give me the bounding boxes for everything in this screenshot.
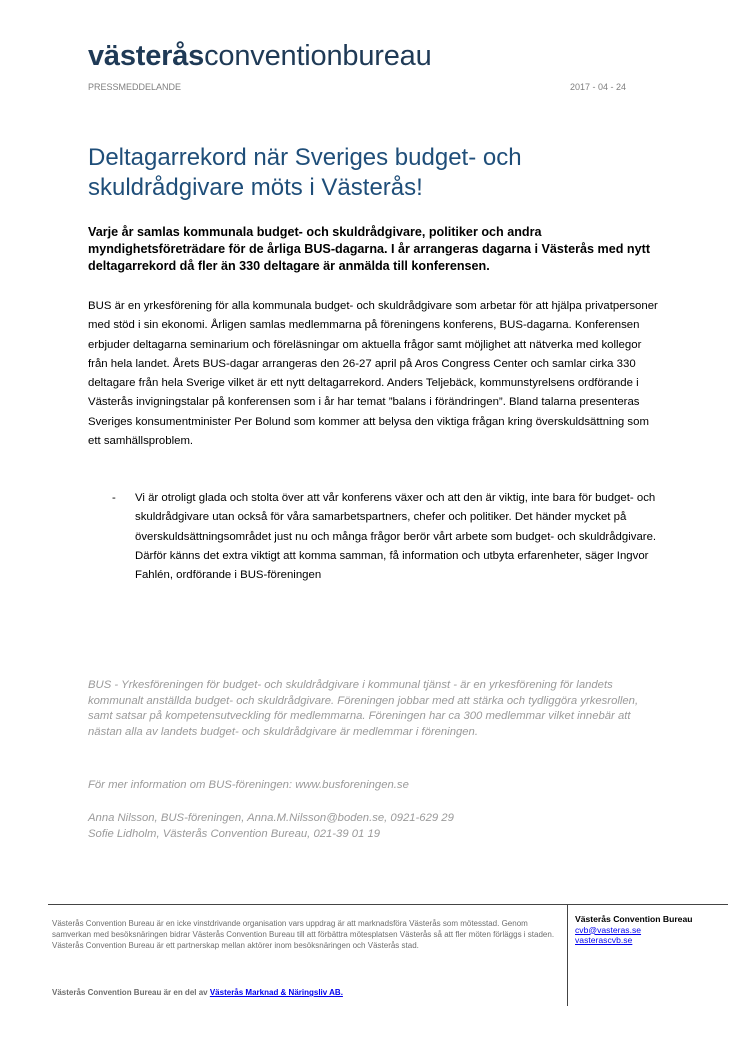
footer-divider (567, 905, 568, 1006)
contact-item: Anna Nilsson, BUS-föreningen, Anna.M.Nilsson@boden.se, 0921-629 29 (88, 812, 454, 824)
logo-bold-text: västerås (88, 40, 205, 72)
contact-item: Sofie Lidholm, Västerås Convention Bureau, 021-39 01 19 (88, 827, 381, 840)
footer-contact (575, 914, 735, 946)
contact-list (88, 811, 648, 842)
document-type: PRESSMEDDELANDE (88, 82, 182, 92)
footer-part-of (52, 987, 560, 998)
page-title: Deltagarrekord när Sveriges budget- och skuldrådgivare möts i Västerås! (88, 144, 522, 201)
footer-part-of-prefix: Västerås Convention Bureau är en del av (52, 988, 210, 997)
footer-email-link[interactable]: cvb@vasteras.se (575, 924, 642, 935)
footer-parent-company-link[interactable]: Västerås Marknad & Näringsliv AB. (209, 988, 343, 997)
document-date: 2017 - 04 - 24 (570, 82, 627, 92)
body-paragraph: BUS är en yrkesförening för alla kommunala budget- och skuldrådgivare som arbetar för att hjälpa privatpersoner med stöd i sin ekonomi. Årligen samlas medlemmarna på föreningens konferens, BUS-dagarna. Konferensen erbjuder deltagarna seminarium och föreläsningar om aktuella frågor samt möjlighet att nätverka med kollegor från hela landet. Årets BUS-dagar arrangeras den 26-27 april på Aros Congress Center och samlar cirka 330 deltagare från hela Sverige vilket är ett nytt deltagarrekord. Anders Teljebäck, kommunstyrelsens ordförande i Västerås invigningstalar på konferensen som i år har temat ”balans i förändringen”. Bland talarna presenteras Sveriges konsumentminister Per Bolund som kommer att belysa den viktiga frågan kring överskuldsättning som ett samhällsproblem. (88, 300, 658, 448)
footer-website-link[interactable]: vasterascvb.se (575, 935, 633, 946)
lead-paragraph: Varje år samlas kommunala budget- och skuldrådgivare, politiker och andra myndighetsföreträdare för de årliga BUS-dagarna. I år arrangeras dagarna i Västerås med nytt deltagarrekord då fler än 330 deltagare är anmälda till konferensen. (88, 225, 651, 273)
more-info-line: För mer information om BUS-föreningen: www.busforeningen.se (88, 779, 409, 791)
about-bus-paragraph: BUS - Yrkesföreningen för budget- och skuldrådgivare i kommunal tjänst - är en yrkesförening för landets kommunalt anställda budget- och skuldrådgivare. Föreningen jobbar med att stärka och tydliggöra yrkesrollen, samt satsar på kompetensutveckling för medlemmarna. Föreningen har ca 300 medlemmar vilket innebär att nästan alla av landets budget- och skuldrådgivare är medlemmar i föreningen. (88, 679, 639, 738)
footer-org-name: Västerås Convention Bureau (575, 914, 693, 924)
logo (88, 40, 432, 73)
logo-rest-text: conventionbureau (204, 40, 432, 72)
quote-dash: - (112, 492, 116, 504)
quote-text: Vi är otroligt glada och stolta över att vår konferens växer och att den är viktig, inte bara för budget- och skuldrådgivare utan också för våra samarbetspartners, chefer och politiker. Det händer mycket på överskuldsättningsområdet just nu och många frågor berör vårt arbete som budget- och skuldrådgivare. Därför känns det extra viktigt att komma samman, få information och utbyta erfarenheter, säger Ingvor Fahlén, ordförande i BUS-föreningen (135, 492, 657, 582)
footer-description: Västerås Convention Bureau är en icke vinstdrivande organisation vars uppdrag är att marknadsföra Västerås som mötesstad. Genom samverkan med besöksnäringen bidrar Västerås Convention Bureau till att förbättra mötesplatsen Västerås så att fler möten förläggs i staden. Västerås Convention Bureau är ett partnerskap mellan aktörer inom besöksnäringen och Västerås stad. (52, 919, 555, 951)
footer-rule (48, 904, 728, 905)
quote-block (112, 489, 672, 585)
